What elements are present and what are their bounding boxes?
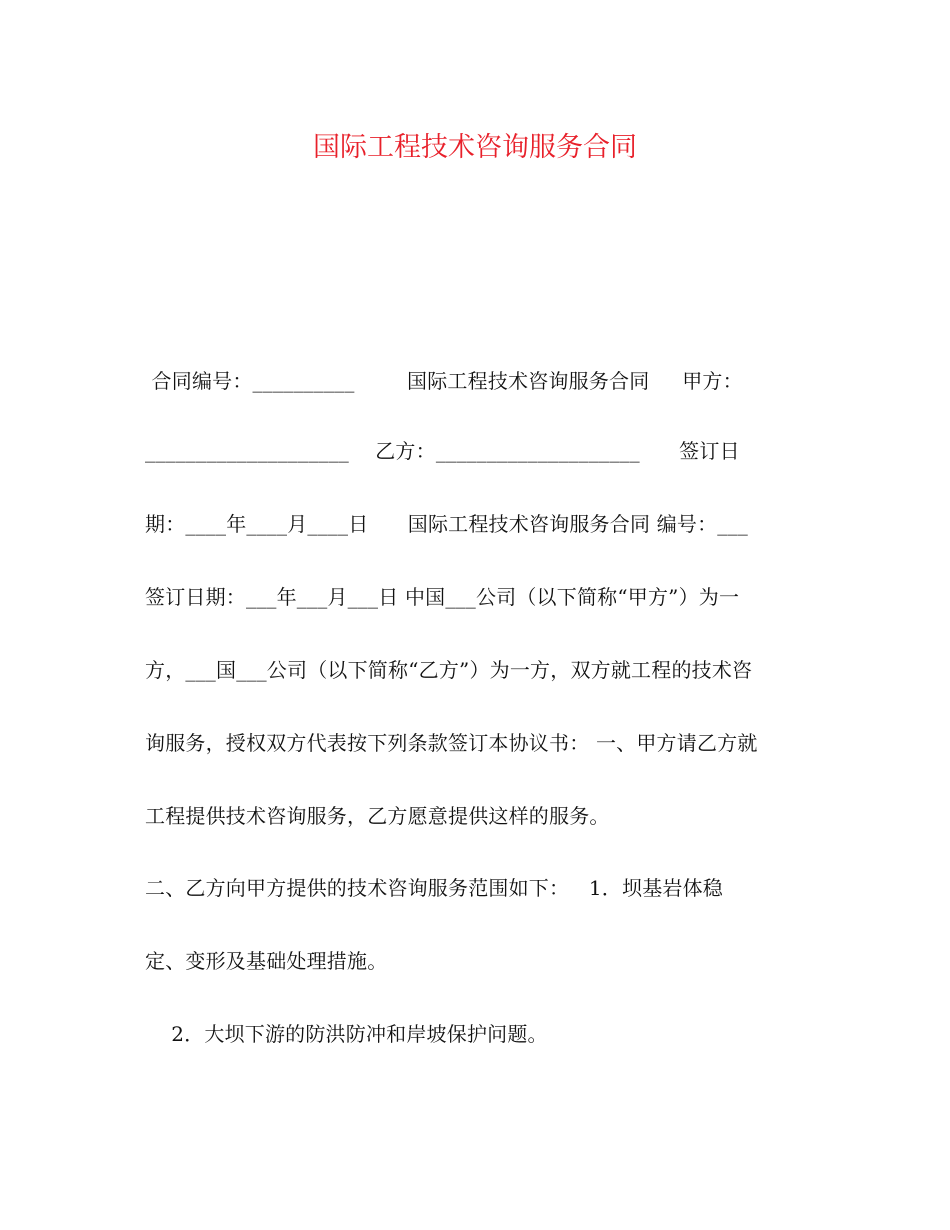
body-line-8: 二、乙方向甲方提供的技术咨询服务范围如下： 1．坝基岩体稳 <box>145 876 723 900</box>
body-line-1: 合同编号：__________ 国际工程技术咨询服务合同 甲方： <box>145 369 743 393</box>
body-line-5: 方，___国___公司（以下简称“乙方”）为一方，双方就工程的技术咨 <box>145 658 753 682</box>
body-line-3: 期：____年____月____日 国际工程技术咨询服务合同 编号：___ <box>145 512 748 536</box>
body-line-4: 签订日期：___年___月___日 中国___公司（以下简称“甲方”）为一 <box>145 585 740 609</box>
body-line-2: ____________________ 乙方：____________________ 签订日 <box>145 439 740 463</box>
body-line-7: 工程提供技术咨询服务，乙方愿意提供这样的服务。 <box>145 804 610 828</box>
body-line-9: 定、变形及基础处理措施。 <box>145 949 388 973</box>
body-line-6: 询服务，授权双方代表按下列条款签订本协议书： 一、甲方请乙方就 <box>145 731 758 755</box>
document-title: 国际工程技术咨询服务合同 <box>313 132 637 163</box>
body-line-10: 2．大坝下游的防洪防冲和岸坡保护问题。 <box>145 1022 548 1046</box>
